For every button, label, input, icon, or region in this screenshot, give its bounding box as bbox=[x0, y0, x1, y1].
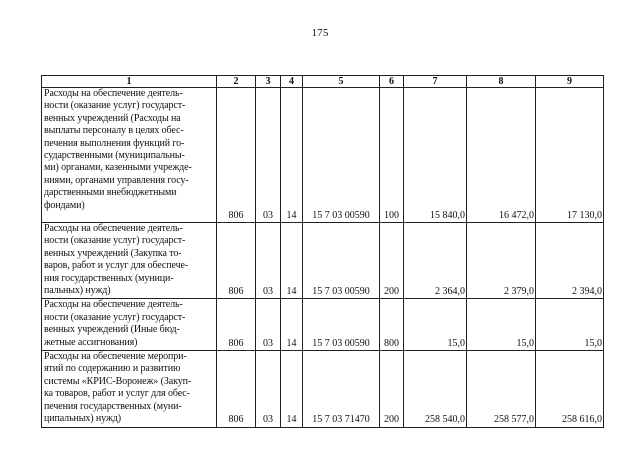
expense-type-code: 200 bbox=[380, 223, 404, 299]
column-header: 2 bbox=[217, 76, 256, 88]
target-article-code: 15 7 03 00590 bbox=[303, 299, 380, 351]
section-code: 03 bbox=[256, 351, 281, 427]
table-header-row bbox=[42, 76, 604, 88]
column-header: 4 bbox=[281, 76, 303, 88]
amount-col8: 16 472,0 bbox=[467, 88, 536, 223]
expense-description: Расходы на обеспечение деятель- ности (оказание услуг) государст- венных учреждений (Расходы на выплаты персоналу в целях обес- печения выполнения функций го- сударственными (муниципальны- ми) органами, казенными учрежде- ниями, органами управления госу- дарственными внебюджетными фондами) bbox=[42, 88, 217, 223]
amount-col8: 15,0 bbox=[467, 299, 536, 351]
amount-col9: 15,0 bbox=[536, 299, 604, 351]
target-article-code: 15 7 03 71470 bbox=[303, 351, 380, 427]
table-row bbox=[42, 223, 604, 299]
subsection-code: 14 bbox=[281, 223, 303, 299]
target-article-code: 15 7 03 00590 bbox=[303, 223, 380, 299]
amount-col9: 17 130,0 bbox=[536, 88, 604, 223]
page-number: 175 bbox=[311, 27, 329, 39]
expense-description: Расходы на обеспечение деятель- ности (оказание услуг) государст- венных учреждений (Иные бюд- жетные ассигнования) bbox=[42, 299, 217, 351]
amount-col7: 15 840,0 bbox=[404, 88, 467, 223]
column-header: 7 bbox=[404, 76, 467, 88]
expense-type-code: 200 bbox=[380, 351, 404, 427]
amount-col7: 258 540,0 bbox=[404, 351, 467, 427]
subsection-code: 14 bbox=[281, 351, 303, 427]
ministry-code: 806 bbox=[217, 351, 256, 427]
amount-col9: 2 394,0 bbox=[536, 223, 604, 299]
column-header: 9 bbox=[536, 76, 604, 88]
section-code: 03 bbox=[256, 88, 281, 223]
table-row bbox=[42, 88, 604, 223]
budget-table bbox=[41, 75, 604, 428]
expense-description: Расходы на обеспечение деятель- ности (оказание услуг) государст- венных учреждений (Закупка то- варов, работ и услуг для обеспече- ния государственных (муници- пальных) нужд) bbox=[42, 223, 217, 299]
column-header: 1 bbox=[42, 76, 217, 88]
section-code: 03 bbox=[256, 299, 281, 351]
subsection-code: 14 bbox=[281, 88, 303, 223]
expense-type-code: 100 bbox=[380, 88, 404, 223]
expense-description: Расходы на обеспечение меропри- ятий по содержанию и развитию системы «КРИС-Воронеж» (Закуп- ка товаров, работ и услуг для обес- печения государственных (муни- ципальных) нужд) bbox=[42, 351, 217, 427]
amount-col9: 258 616,0 bbox=[536, 351, 604, 427]
amount-col7: 15,0 bbox=[404, 299, 467, 351]
ministry-code: 806 bbox=[217, 88, 256, 223]
column-header: 6 bbox=[380, 76, 404, 88]
table-row bbox=[42, 299, 604, 351]
column-header: 3 bbox=[256, 76, 281, 88]
amount-col7: 2 364,0 bbox=[404, 223, 467, 299]
column-header: 8 bbox=[467, 76, 536, 88]
expense-type-code: 800 bbox=[380, 299, 404, 351]
amount-col8: 2 379,0 bbox=[467, 223, 536, 299]
ministry-code: 806 bbox=[217, 299, 256, 351]
subsection-code: 14 bbox=[281, 299, 303, 351]
amount-col8: 258 577,0 bbox=[467, 351, 536, 427]
column-header: 5 bbox=[303, 76, 380, 88]
ministry-code: 806 bbox=[217, 223, 256, 299]
target-article-code: 15 7 03 00590 bbox=[303, 88, 380, 223]
table-row bbox=[42, 351, 604, 427]
section-code: 03 bbox=[256, 223, 281, 299]
